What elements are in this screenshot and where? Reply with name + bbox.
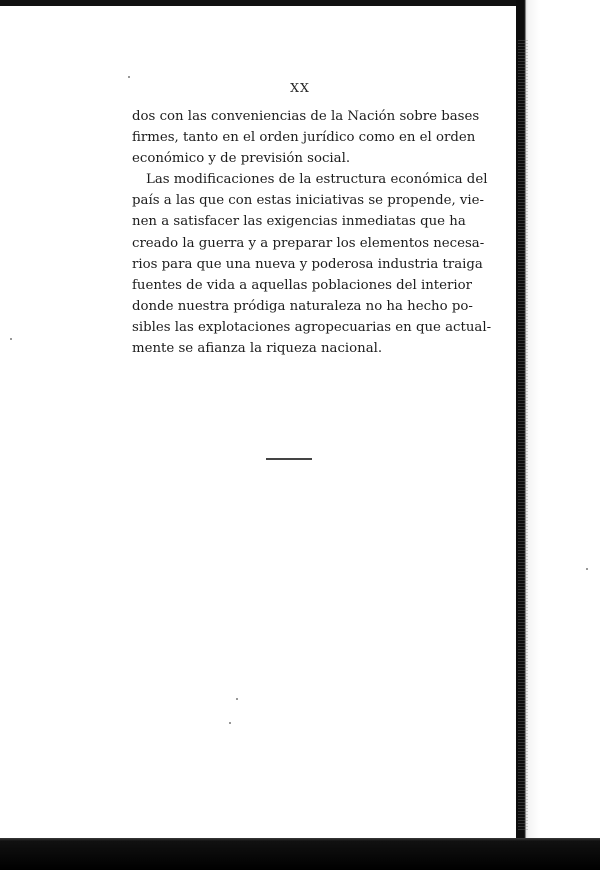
scan-speck [586, 568, 588, 570]
scan-speck [10, 338, 12, 340]
scan-top-edge [0, 0, 600, 6]
scan-binding-texture [518, 40, 528, 830]
scan-right-edge [516, 0, 600, 870]
text-line: firmes, tanto en el orden jurídico como en el orden [132, 130, 476, 146]
text-line: dos con las conveniencias de la Nación sobre bases [132, 109, 480, 124]
text-line: Las modificaciones de la estructura económica del [146, 172, 488, 188]
scan-bottom-edge [0, 838, 600, 870]
paragraph-1 [132, 106, 480, 169]
page-number: XX [290, 80, 310, 95]
text-line: país a las que con estas iniciativas se propende, vie- [132, 193, 485, 209]
paragraph-2 [132, 169, 492, 359]
text-line: sibles las explotaciones agropecuarias en que actual- [132, 319, 492, 335]
text-line: rios para que una nueva y poderosa industria traiga [132, 256, 483, 272]
text-line: fuentes de vida a aquellas poblaciones del interior [132, 277, 472, 293]
scan-speck [229, 722, 231, 724]
scan-speck [128, 76, 130, 78]
text-line: donde nuestra pródiga naturaleza no ha hecho po- [132, 298, 473, 314]
text-line: nen a satisfacer las exigencias inmediatas que ha [132, 214, 466, 230]
scan-speck [236, 698, 238, 700]
end-rule [266, 458, 312, 460]
page-body [132, 106, 492, 359]
text-line: creado la guerra y a preparar los elementos necesa- [132, 235, 485, 251]
text-line: mente se afianza la riqueza nacional. [132, 341, 383, 357]
text-line: económico y de previsión social. [132, 151, 351, 167]
